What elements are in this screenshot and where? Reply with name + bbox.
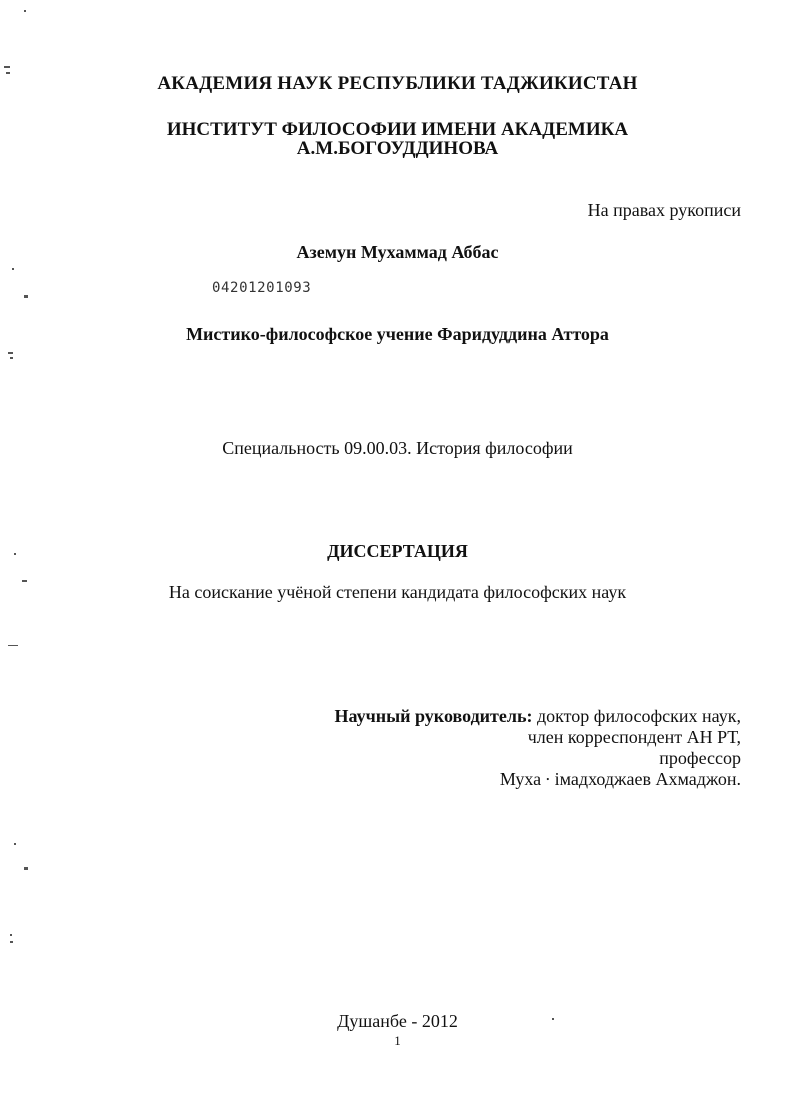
scan-speck — [24, 867, 28, 870]
scan-speck — [22, 580, 27, 582]
scan-speck — [12, 268, 14, 270]
dissertation-title: Мистико-философское учение Фаридуддина Аттора — [186, 324, 609, 344]
scan-speck — [14, 843, 16, 845]
specialty-line: Специальность 09.00.03. История философии — [222, 438, 573, 458]
scan-speck — [8, 352, 13, 354]
supervisor-line2: член корреспондент АН РТ, — [527, 727, 741, 747]
supervisor-line1 — [335, 707, 742, 725]
scan-speck — [4, 66, 10, 68]
city-year: Душанбе - 2012 — [337, 1011, 458, 1031]
scan-speck — [10, 934, 12, 936]
scan-speck — [24, 295, 28, 298]
supervisor-line3: профессор — [659, 748, 741, 768]
institute-heading-line2: А.М.БОГОУДДИНОВА — [296, 138, 499, 159]
scan-speck — [10, 357, 13, 359]
supervisor-degree: доктор философских наук, — [532, 706, 741, 726]
academy-heading: АКАДЕМИЯ НАУК РЕСПУБЛИКИ ТАДЖИКИСТАН — [157, 73, 638, 94]
supervisor-name: Муха ∙ імадходжаев Ахмаджон. — [499, 769, 741, 789]
scan-speck — [24, 10, 26, 12]
supervisor-label: Научный руководитель: — [334, 706, 533, 726]
degree-line: На соискание учёной степени кандидата философских наук — [168, 582, 627, 602]
page-number: 1 — [394, 1033, 401, 1048]
registration-stamp: 04201201093 — [212, 280, 312, 296]
scan-speck — [8, 645, 18, 646]
manuscript-note: На правах рукописи — [587, 200, 741, 220]
scan-speck — [10, 941, 13, 943]
institute-heading-line1: ИНСТИТУТ ФИЛОСОФИИ ИМЕНИ АКАДЕМИКА — [166, 119, 629, 140]
document-type: ДИССЕРТАЦИЯ — [327, 541, 468, 561]
author-name: Аземун Мухаммад Аббас — [296, 242, 499, 262]
